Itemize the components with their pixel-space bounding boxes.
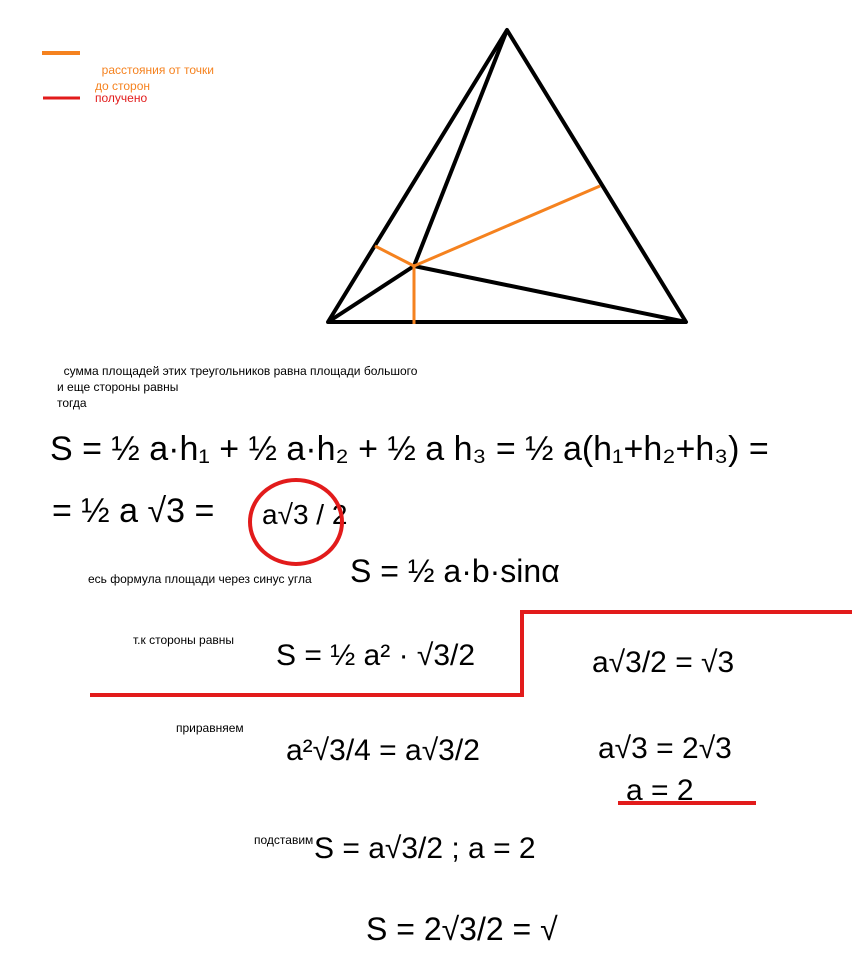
equation-sum-areas: S = ½ a·h₁ + ½ a·h₂ + ½ a h₃ = ½ a(h₁+h₂+h₃) = <box>50 430 769 468</box>
note-equate: приравняем <box>176 721 244 735</box>
result-boxed: a√3 / 2 <box>262 499 348 530</box>
equation-sqrt3: = ½ a √3 = <box>52 492 215 530</box>
distance-segments <box>375 186 600 324</box>
substitute-equation: S = a√3/2 ; a = 2 <box>314 832 536 865</box>
triangle-figure <box>328 30 686 322</box>
right-equation-1: a√3/2 = √3 <box>592 646 735 679</box>
note-substitute: подставим <box>254 833 314 847</box>
equate-equation: a²√3/4 = a√3/2 <box>286 734 480 767</box>
legend-obtained-label: получено <box>95 91 148 105</box>
right-equation-2: a√3 = 2√3 <box>598 732 732 765</box>
final-equation: S = 2√3/2 = √ <box>366 911 558 947</box>
note-formula-sin: есь формула площади через синус угла <box>88 572 312 586</box>
note-sum-areas: сумма площадей этих треугольников равна площади большого и еще стороны равны тогда <box>57 364 418 410</box>
right-equation-3: a = 2 <box>626 774 694 807</box>
area-equal-sides: S = ½ a² · √3/2 <box>276 639 476 672</box>
note-sides-equal: т.к стороны равны <box>133 633 235 647</box>
sin-formula: S = ½ a·b·sinα <box>350 553 560 589</box>
legend-distances-label: расстояния от точки до сторон <box>95 63 214 93</box>
